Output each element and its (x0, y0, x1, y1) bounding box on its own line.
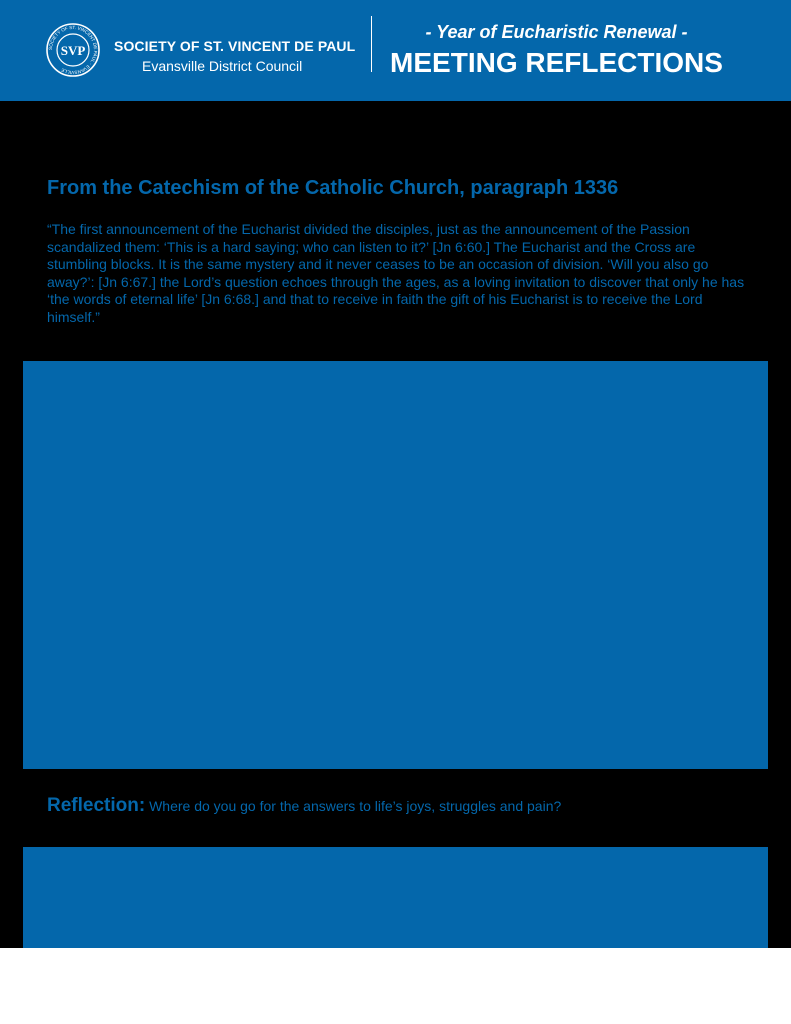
catechism-quote: “The first announcement of the Eucharist divided the disciples, just as the announcement of the Passion scandalized them: ‘This is a hard saying; who can listen to it?’ [Jn 6:60.] The Eucharist and the Cross are stumbling blocks. It is the same mystery and it never ceases to be an occasion of division. ‘Will you also go away?’: [Jn 6:67.] the Lord’s question echoes through the ages, as a loving invitation to discover that only he has ‘the words of eternal life’ [Jn 6:68.] and that to receive in faith the gift of his Eucharist is to receive the Lord himself.” (47, 221, 745, 325)
page-title: MEETING REFLECTIONS (390, 47, 723, 78)
reflection-label: Reflection: (47, 795, 146, 816)
reflection-question: Where do you go for the answers to life’s joys, struggles and pain? (149, 798, 562, 814)
header-divider (371, 16, 372, 72)
header-kicker: - Year of Eucharistic Renewal - (425, 22, 688, 42)
content-panel-main (23, 361, 768, 769)
content-panel-lower (23, 847, 768, 948)
catechism-heading: From the Catechism of the Catholic Church, paragraph 1336 (47, 177, 619, 199)
header-banner (0, 0, 791, 101)
reflection-prompt (47, 795, 561, 817)
svg-text:SVP: SVP (60, 43, 86, 58)
org-subtitle: Evansville District Council (142, 58, 303, 74)
svdp-seal-logo (46, 23, 100, 77)
svg-text:SOCIETY OF ST. VINCENT DE PAUL: SOCIETY OF ST. VINCENT DE PAUL · EVANSVILLE (47, 24, 99, 76)
org-name: SOCIETY OF ST. VINCENT DE PAUL (114, 38, 356, 54)
